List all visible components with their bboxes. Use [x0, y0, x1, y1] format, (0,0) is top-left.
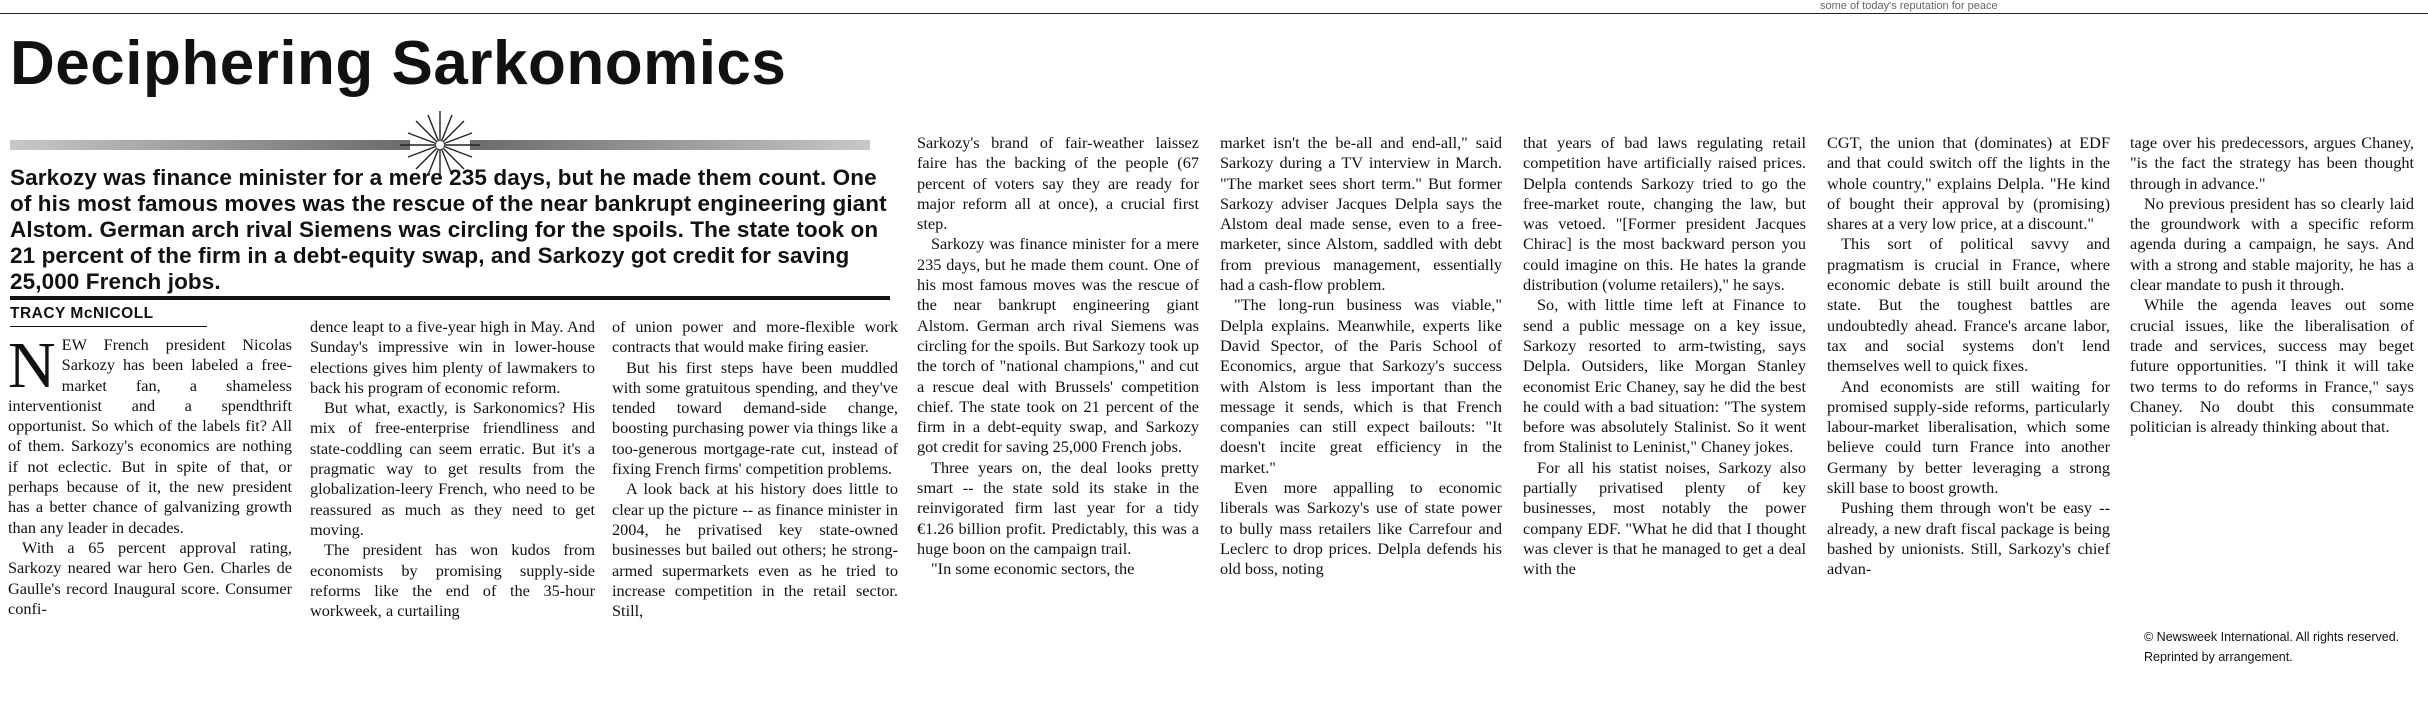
paragraph: This sort of political savvy and pragmatism is crucial in France, where economic debate is still built around the state. But the toughest battles are undoubtedly ahead. France's arcane labor, tax and social systems don't lend themselves well to quick fixes. [1827, 234, 2110, 376]
paragraph: tage over his predecessors, argues Chaney, "is the fact the strategy has been thought through in advance." [2130, 133, 2414, 193]
paragraph: So, with little time left at Finance to send a public message on a key issue, Sarkozy resorted to arm-twisting, says Delpla. Outsiders, like Morgan Stanley economist Eric Chaney, say he did the best he could with a bad situation: "The system before was absolutely Stalinist. So it went from Stalinist to Leninist," Chaney jokes. [1523, 295, 1806, 457]
paragraph: While the agenda leaves out some crucial issues, like the liberalisation of trade and services, success may beget future opportunities. "I think it will take two terms to do reforms in France," says Chaney. No doubt this consummate politician is already thinking about that. [2130, 295, 2414, 437]
byline-rule [10, 326, 207, 327]
paragraph: A look back at his history does little to clear up the picture -- as finance minister in 2004, he privatised key state-owned businesses but bailed out others; he strong-armed supermarkets even as he tried to increase competition in the retail sector. Still, [612, 479, 898, 621]
paragraph: No previous president has so clearly laid the groundwork with a specific reform agenda during a campaign, he says. And with a strong and stable majority, he has a clear mandate to push it through. [2130, 193, 2414, 295]
column-8 [2130, 133, 2414, 437]
credit-line: Reprinted by arrangement. [2144, 650, 2293, 664]
paragraph: dence leapt to a five-year high in May. And Sunday's impressive win in lower-house elections gives him plenty of lawmakers to back his program of economic reform. [310, 317, 595, 397]
column-5 [1220, 133, 1502, 580]
headline: Deciphering Sarkonomics [10, 29, 787, 98]
paragraph: Even more appalling to economic liberals was Sarkozy's use of state power to bully mass retailers like Carrefour and Leclerc to drop prices. Delpla defends his old boss, noting [1220, 478, 1502, 579]
paragraph: But his first steps have been muddled with some gratuitous spending, and they've tended toward demand-side change, boosting purchasing power via things like a too-generous mortgage-rate cut, instead of fixing French firms' competition problems. [612, 357, 898, 479]
paragraph: With a 65 percent approval rating, Sarkozy neared war hero Gen. Charles de Gaulle's record Inaugural score. Consumer confi- [8, 537, 292, 618]
byline: TRACY McNICOLL [10, 305, 154, 322]
paragraph: And economists are still waiting for promised supply-side reforms, particularly labour-market liberalisation, which some believe could turn France into another Germany by better leveraging a strong skill base to boost growth. [1827, 376, 2110, 498]
paragraph: of union power and more-flexible work contracts that would make firing easier. [612, 317, 898, 357]
column-7 [1827, 133, 2110, 580]
paragraph: But what, exactly, is Sarkonomics? His mix of free-enterprise friendliness and state-coddling can seem erratic. But it's a pragmatic way to get results from the globalization-leery French, who need to be reassured as much as they need to get moving. [310, 398, 595, 539]
deck-rule [10, 296, 890, 300]
paragraph: Three years on, the deal looks pretty smart -- the state sold its stake in the reinvigorated firm last year for a tidy €1.26 billion profit. Predictably, this was a huge boon on the campaign trail. [917, 457, 1199, 558]
paragraph: Pushing them through won't be easy -- already, a new draft fiscal package is being bashed by unionists. Still, Sarkozy's chief advan- [1827, 498, 2110, 579]
column-6 [1523, 133, 1806, 580]
paragraph: The president has won kudos from economists by promising supply-side reforms like the end of the 35-hour workweek, a curtailing [310, 540, 595, 621]
copyright-credit [2144, 627, 2414, 667]
paragraph: "The long-run business was viable," Delpla explains. Meanwhile, experts like David Spector, of the Paris School of Economics, argue that Sarkozy's success with Alstom is less important than the message it sends, which is that French companies can still expect bailouts: "It doesn't incite great efficiency in the market." [1220, 295, 1502, 477]
column-4 [917, 133, 1199, 580]
paragraph: Sarkozy was finance minister for a mere 235 days, but he made them count. One of his most famous moves was the rescue of the near bankrupt engineering giant Alstom. German arch rival Siemens was circling for the spoils. But Sarkozy took up the torch of "national champions," and cut a rescue deal with Brussels' competition chief. The state took on 21 percent of the firm in a debt-equity swap, and Sarkozy got credit for saving 25,000 French jobs. [917, 234, 1199, 457]
deck-summary: Sarkozy was finance minister for a mere 235 days, but he made them count. One of his most famous moves was the rescue of the near bankrupt engineering giant Alstom. German arch rival Siemens was circling for the spoils. The state took on 21 percent of the firm in a debt-equity swap, and Sarkozy got credit for saving 25,000 French jobs. [10, 165, 887, 294]
column-1 [8, 329, 292, 619]
paragraph: EW French president Nicolas Sarkozy has been labeled a free-market fan, a shameless interventionist and a spendthrift opportunist. So which of the labels fit? All of them. Sarkozy's economics are nothing if not eclectic. But in spite of that, or perhaps because of it, the new president has a better chance of galvanizing growth than any leader in decades. [8, 335, 292, 537]
paragraph: Sarkozy's brand of fair-weather laissez faire has the backing of the people (67 percent of voters say they are ready for major reform all at once), a crucial first step. [917, 133, 1199, 234]
column-2 [310, 317, 595, 621]
credit-line: © Newsweek International. All rights reserved. [2144, 630, 2400, 644]
column-3 [612, 317, 898, 621]
paragraph: market isn't the be-all and end-all," said Sarkozy during a TV interview in March. "The market sees short term." But former Sarkozy adviser Jacques Delpla says the Alstom deal made sense, even to a free-marketer, since Alstom, saddled with debt from previous management, essentially had a cash-flow problem. [1220, 133, 1502, 295]
top-rule [0, 13, 2428, 14]
paragraph: "In some economic sectors, the [931, 559, 1135, 579]
paragraph: For all his statist noises, Sarkozy also partially privatised plenty of key businesses, most notably the power company EDF. "What he did that I thought was clever is that he managed to get a deal with the [1523, 457, 1806, 579]
drop-cap: N [8, 329, 56, 402]
paragraph: CGT, the union that (dominates) at EDF and that could switch off the lights in the whole country," explains Delpla. "He kind of bought their approval by (promising) shares at a very low price, at a discount." [1827, 133, 2110, 234]
top-text-fragment: some of today's reputation for peace [1820, 0, 1998, 12]
paragraph: that years of bad laws regulating retail competition have artificially raised prices. Delpla contends Sarkozy tried to go the free-market route, changing the law, but was vetoed. "[Former president Jacques Chirac] is the most backward person you could imagine on this. He hates la grande distribution (volume retailers)," he says. [1523, 133, 1806, 295]
